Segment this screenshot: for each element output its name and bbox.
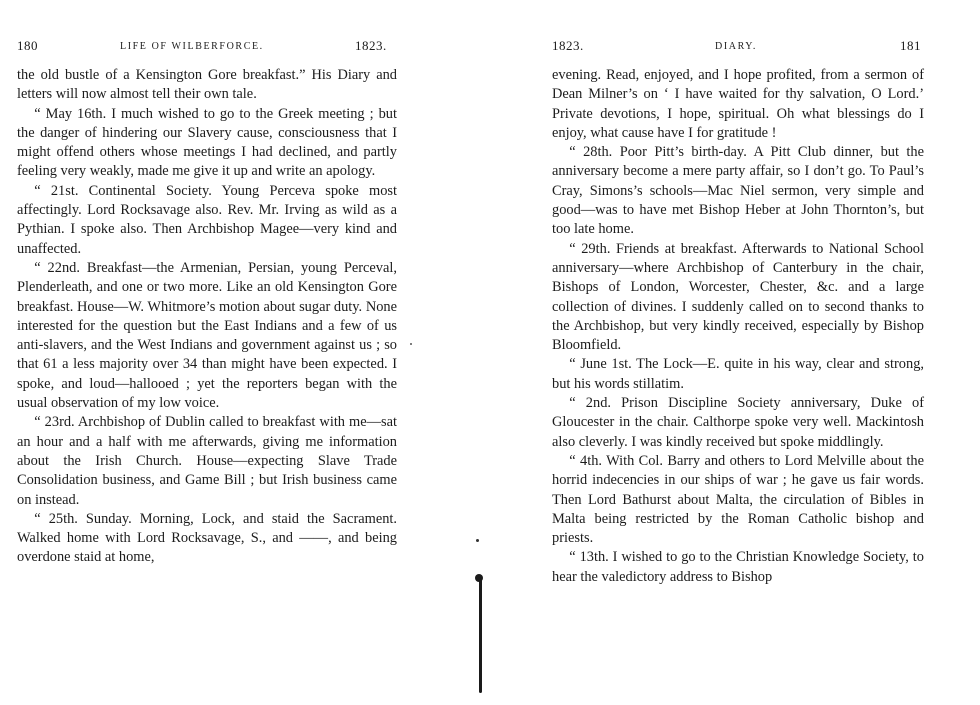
paragraph: “ 2nd. Prison Discipline Society anniversary, Duke of Gloucester in the chair. Calthorpe spoke very well. Mackintosh also cleverly. I was kindly received but spoke middlingly. — [552, 395, 924, 450]
right-running-head: DIARY. — [715, 41, 757, 52]
binding-line — [479, 578, 482, 693]
paragraph: “ 22nd. Breakfast—the Armenian, Persian, young Perceval, Plenderleath, and one or two more. Like an old Kensington Gore breakfast. House—W. Whitmore’s motion about sugar duty. None interested for the question but the East Indians and a few of us anti-slavers, and the West Indians and government against us ; so that 61 a less majority over 34 than might have been expected. I spoke, and loud—hallooed ; yet the reporters began with the usual observation of my low voice. — [17, 259, 397, 412]
scan-speck — [410, 343, 412, 345]
paragraph: the old bustle of a Kensington Gore breakfast.” His Diary and letters will now almost tell their own tale. — [17, 67, 397, 103]
paragraph: “ 4th. With Col. Barry and others to Lord Melville about the horrid indecencies in our ships of war ; he gave us fair words. Then Lord Bathurst about Malta, the circulation of Bibles in Malta being restricted by the Roman Catholic bishop and priests. — [552, 452, 924, 547]
left-page-year: 1823. — [355, 38, 387, 53]
right-page-body — [552, 66, 924, 587]
right-page-number: 181 — [900, 38, 921, 53]
scan-speck — [476, 539, 479, 542]
left-page-number: 180 — [17, 38, 38, 53]
paragraph: “ 13th. I wished to go to the Christian Knowledge Society, to hear the valedictory address to Bishop — [552, 549, 924, 585]
right-page-year: 1823. — [552, 38, 584, 53]
left-page-header — [0, 38, 490, 58]
right-page — [490, 0, 980, 705]
paragraph: “ May 16th. I much wished to go to the Greek meeting ; but the danger of hindering our Slavery cause, consciousness that I might offend others whose meetings I had declined, and partly feeling very weakly, made me give it up and write an apology. — [17, 105, 397, 180]
paragraph: “ June 1st. The Lock—E. quite in his way, clear and strong, but his words stillatim. — [552, 356, 924, 392]
paragraph: evening. Read, enjoyed, and I hope profited, from a sermon of Dean Milner’s on ‘ I have waited for thy salvation, O Lord.’ Private devotions, I hope, spiritual. Oh what blessings do I enjoy, what cause have I for gratitude ! — [552, 67, 924, 141]
left-running-head: LIFE OF WILBERFORCE. — [120, 41, 264, 52]
left-page-body — [17, 66, 397, 568]
paragraph: “ 25th. Sunday. Morning, Lock, and staid the Sacrament. Walked home with Lord Rocksavage, S., and ——, and being overdone staid at home, — [17, 510, 397, 566]
paragraph: “ 23rd. Archbishop of Dublin called to breakfast with me—sat an hour and a half with me afterwards, giving me information about the Irish Church. House—expecting Slave Trade Consolidation business, and Game Bill ; but Irish business came on instead. — [17, 414, 397, 508]
right-page-header — [490, 38, 980, 58]
paragraph: “ 21st. Continental Society. Young Perceva spoke most affectingly. Lord Rocksavage also. Rev. Mr. Irving as wild as a Pythian. I spoke also. Then Archbishop Magee—very kind and unaffected. — [17, 182, 397, 257]
paragraph: “ 29th. Friends at breakfast. Afterwards to National School anniversary—where Archbishop of Canterbury in the chair, Bishops of London, Worcester, Chester, &c. and a large collection of divines. I suddenly called on to second thanks to the Archbishop, but very kindly received, especially by Bishop Bloomfield. — [552, 240, 924, 354]
paragraph: “ 28th. Poor Pitt’s birth-day. A Pitt Club dinner, but the anniversary become a mere party affair, so I don’t go. To Paul’s Cray, Simons’s schools—Mac Niel sermon, very simple and good—was to have met Bishop Heber at John Thornton’s, but too late home. — [552, 144, 924, 238]
